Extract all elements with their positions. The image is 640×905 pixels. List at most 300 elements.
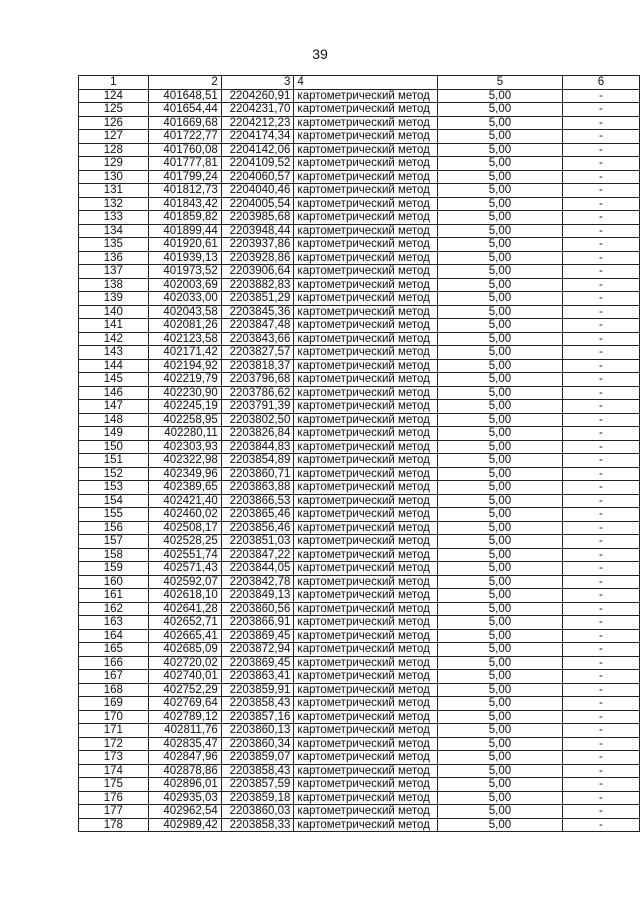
cell-x-coordinate: 401669,68 xyxy=(148,116,221,130)
cell-accuracy: 5,00 xyxy=(438,103,563,117)
table-row xyxy=(79,143,640,157)
cell-method: картометрический метод xyxy=(294,697,438,711)
cell-y-coordinate: 2204109,52 xyxy=(221,157,294,171)
cell-point-number: 170 xyxy=(79,710,149,724)
table-row xyxy=(79,751,640,765)
cell-accuracy: 5,00 xyxy=(438,251,563,265)
cell-x-coordinate: 401859,82 xyxy=(148,211,221,225)
cell-accuracy: 5,00 xyxy=(438,89,563,103)
cell-method: картометрический метод xyxy=(294,400,438,414)
cell-point-number: 124 xyxy=(79,89,149,103)
cell-x-coordinate: 402003,69 xyxy=(148,278,221,292)
cell-y-coordinate: 2203872,94 xyxy=(221,643,294,657)
cell-note: - xyxy=(562,211,639,225)
cell-note: - xyxy=(562,616,639,630)
cell-x-coordinate: 401812,73 xyxy=(148,184,221,198)
table-row xyxy=(79,305,640,319)
cell-note: - xyxy=(562,224,639,238)
cell-note: - xyxy=(562,319,639,333)
cell-method: картометрический метод xyxy=(294,778,438,792)
cell-note: - xyxy=(562,656,639,670)
cell-accuracy: 5,00 xyxy=(438,602,563,616)
cell-x-coordinate: 402878,86 xyxy=(148,764,221,778)
header-col-2: 2 xyxy=(148,76,221,90)
cell-y-coordinate: 2203826,84 xyxy=(221,427,294,441)
table-row xyxy=(79,805,640,819)
cell-accuracy: 5,00 xyxy=(438,535,563,549)
cell-point-number: 133 xyxy=(79,211,149,225)
cell-point-number: 163 xyxy=(79,616,149,630)
table-row xyxy=(79,575,640,589)
cell-x-coordinate: 402043,58 xyxy=(148,305,221,319)
cell-accuracy: 5,00 xyxy=(438,238,563,252)
cell-y-coordinate: 2204142,06 xyxy=(221,143,294,157)
cell-method: картометрический метод xyxy=(294,238,438,252)
cell-y-coordinate: 2203863,88 xyxy=(221,481,294,495)
cell-method: картометрический метод xyxy=(294,211,438,225)
cell-method: картометрический метод xyxy=(294,346,438,360)
cell-point-number: 165 xyxy=(79,643,149,657)
cell-accuracy: 5,00 xyxy=(438,143,563,157)
cell-y-coordinate: 2203863,41 xyxy=(221,670,294,684)
cell-method: картометрический метод xyxy=(294,224,438,238)
cell-note: - xyxy=(562,332,639,346)
table-row xyxy=(79,440,640,454)
cell-x-coordinate: 402322,98 xyxy=(148,454,221,468)
cell-x-coordinate: 402652,71 xyxy=(148,616,221,630)
table-row xyxy=(79,89,640,103)
header-col-3: 3 xyxy=(221,76,294,90)
table-row xyxy=(79,521,640,535)
table-row xyxy=(79,643,640,657)
table-row xyxy=(79,238,640,252)
cell-x-coordinate: 402571,43 xyxy=(148,562,221,576)
cell-accuracy: 5,00 xyxy=(438,670,563,684)
cell-note: - xyxy=(562,197,639,211)
table-row xyxy=(79,319,640,333)
cell-accuracy: 5,00 xyxy=(438,737,563,751)
cell-method: картометрический метод xyxy=(294,548,438,562)
cell-point-number: 137 xyxy=(79,265,149,279)
cell-accuracy: 5,00 xyxy=(438,589,563,603)
cell-x-coordinate: 402194,92 xyxy=(148,359,221,373)
cell-x-coordinate: 402033,00 xyxy=(148,292,221,306)
cell-method: картометрический метод xyxy=(294,386,438,400)
cell-method: картометрический метод xyxy=(294,184,438,198)
cell-point-number: 134 xyxy=(79,224,149,238)
cell-accuracy: 5,00 xyxy=(438,697,563,711)
header-col-5: 5 xyxy=(438,76,563,90)
cell-accuracy: 5,00 xyxy=(438,265,563,279)
cell-y-coordinate: 2203851,29 xyxy=(221,292,294,306)
cell-method: картометрический метод xyxy=(294,103,438,117)
cell-method: картометрический метод xyxy=(294,143,438,157)
cell-y-coordinate: 2203818,37 xyxy=(221,359,294,373)
table-row xyxy=(79,346,640,360)
cell-y-coordinate: 2203849,13 xyxy=(221,589,294,603)
cell-point-number: 158 xyxy=(79,548,149,562)
cell-method: картометрический метод xyxy=(294,440,438,454)
cell-y-coordinate: 2203857,59 xyxy=(221,778,294,792)
cell-y-coordinate: 2203859,91 xyxy=(221,683,294,697)
cell-note: - xyxy=(562,116,639,130)
cell-note: - xyxy=(562,764,639,778)
cell-method: картометрический метод xyxy=(294,373,438,387)
cell-x-coordinate: 402789,12 xyxy=(148,710,221,724)
coordinates-table xyxy=(78,75,640,832)
cell-method: картометрический метод xyxy=(294,575,438,589)
cell-accuracy: 5,00 xyxy=(438,454,563,468)
cell-note: - xyxy=(562,359,639,373)
cell-accuracy: 5,00 xyxy=(438,616,563,630)
cell-method: картометрический метод xyxy=(294,683,438,697)
cell-point-number: 173 xyxy=(79,751,149,765)
cell-method: картометрический метод xyxy=(294,454,438,468)
cell-accuracy: 5,00 xyxy=(438,224,563,238)
cell-method: картометрический метод xyxy=(294,616,438,630)
table-row xyxy=(79,454,640,468)
cell-y-coordinate: 2203928,86 xyxy=(221,251,294,265)
cell-point-number: 168 xyxy=(79,683,149,697)
table-row xyxy=(79,562,640,576)
cell-accuracy: 5,00 xyxy=(438,548,563,562)
cell-x-coordinate: 402171,42 xyxy=(148,346,221,360)
cell-y-coordinate: 2203859,07 xyxy=(221,751,294,765)
cell-point-number: 129 xyxy=(79,157,149,171)
table-header xyxy=(79,76,640,90)
cell-y-coordinate: 2203948,44 xyxy=(221,224,294,238)
cell-method: картометрический метод xyxy=(294,562,438,576)
table-row xyxy=(79,589,640,603)
cell-accuracy: 5,00 xyxy=(438,305,563,319)
cell-point-number: 152 xyxy=(79,467,149,481)
table-row xyxy=(79,184,640,198)
cell-y-coordinate: 2203857,16 xyxy=(221,710,294,724)
cell-x-coordinate: 402835,47 xyxy=(148,737,221,751)
cell-point-number: 143 xyxy=(79,346,149,360)
cell-accuracy: 5,00 xyxy=(438,521,563,535)
cell-accuracy: 5,00 xyxy=(438,427,563,441)
cell-point-number: 166 xyxy=(79,656,149,670)
cell-method: картометрический метод xyxy=(294,359,438,373)
cell-note: - xyxy=(562,494,639,508)
cell-note: - xyxy=(562,643,639,657)
cell-y-coordinate: 2204260,91 xyxy=(221,89,294,103)
cell-note: - xyxy=(562,238,639,252)
cell-y-coordinate: 2203845,36 xyxy=(221,305,294,319)
cell-accuracy: 5,00 xyxy=(438,332,563,346)
cell-method: картометрический метод xyxy=(294,724,438,738)
cell-point-number: 172 xyxy=(79,737,149,751)
cell-method: картометрический метод xyxy=(294,467,438,481)
cell-point-number: 147 xyxy=(79,400,149,414)
table-row xyxy=(79,427,640,441)
table-body xyxy=(79,89,640,832)
cell-note: - xyxy=(562,170,639,184)
cell-note: - xyxy=(562,292,639,306)
table-row xyxy=(79,103,640,117)
cell-x-coordinate: 402245,19 xyxy=(148,400,221,414)
cell-note: - xyxy=(562,373,639,387)
cell-method: картометрический метод xyxy=(294,589,438,603)
cell-y-coordinate: 2203985,68 xyxy=(221,211,294,225)
cell-y-coordinate: 2203786,62 xyxy=(221,386,294,400)
table-row xyxy=(79,602,640,616)
cell-point-number: 140 xyxy=(79,305,149,319)
table-row xyxy=(79,724,640,738)
cell-x-coordinate: 402989,42 xyxy=(148,818,221,832)
cell-accuracy: 5,00 xyxy=(438,629,563,643)
cell-y-coordinate: 2203856,46 xyxy=(221,521,294,535)
table-row xyxy=(79,494,640,508)
cell-note: - xyxy=(562,103,639,117)
table-row xyxy=(79,278,640,292)
cell-accuracy: 5,00 xyxy=(438,400,563,414)
cell-method: картометрический метод xyxy=(294,265,438,279)
cell-note: - xyxy=(562,670,639,684)
cell-note: - xyxy=(562,400,639,414)
cell-note: - xyxy=(562,521,639,535)
cell-x-coordinate: 402740,01 xyxy=(148,670,221,684)
cell-point-number: 157 xyxy=(79,535,149,549)
cell-point-number: 151 xyxy=(79,454,149,468)
cell-point-number: 149 xyxy=(79,427,149,441)
cell-point-number: 175 xyxy=(79,778,149,792)
cell-y-coordinate: 2203847,48 xyxy=(221,319,294,333)
cell-accuracy: 5,00 xyxy=(438,386,563,400)
table-row xyxy=(79,251,640,265)
cell-accuracy: 5,00 xyxy=(438,683,563,697)
cell-note: - xyxy=(562,346,639,360)
cell-point-number: 139 xyxy=(79,292,149,306)
cell-y-coordinate: 2203858,43 xyxy=(221,764,294,778)
cell-x-coordinate: 401973,52 xyxy=(148,265,221,279)
cell-accuracy: 5,00 xyxy=(438,724,563,738)
cell-method: картометрический метод xyxy=(294,656,438,670)
cell-method: картометрический метод xyxy=(294,197,438,211)
cell-y-coordinate: 2204060,57 xyxy=(221,170,294,184)
cell-point-number: 132 xyxy=(79,197,149,211)
cell-note: - xyxy=(562,305,639,319)
cell-point-number: 160 xyxy=(79,575,149,589)
cell-y-coordinate: 2203859,18 xyxy=(221,791,294,805)
table-row xyxy=(79,535,640,549)
table-row xyxy=(79,211,640,225)
table-row xyxy=(79,467,640,481)
cell-x-coordinate: 402280,11 xyxy=(148,427,221,441)
cell-method: картометрический метод xyxy=(294,319,438,333)
cell-accuracy: 5,00 xyxy=(438,805,563,819)
cell-accuracy: 5,00 xyxy=(438,157,563,171)
cell-note: - xyxy=(562,278,639,292)
cell-y-coordinate: 2203796,68 xyxy=(221,373,294,387)
cell-note: - xyxy=(562,629,639,643)
cell-method: картометрический метод xyxy=(294,508,438,522)
cell-note: - xyxy=(562,481,639,495)
cell-y-coordinate: 2203860,71 xyxy=(221,467,294,481)
cell-note: - xyxy=(562,697,639,711)
cell-y-coordinate: 2204005,54 xyxy=(221,197,294,211)
cell-accuracy: 5,00 xyxy=(438,643,563,657)
cell-point-number: 135 xyxy=(79,238,149,252)
header-col-6: 6 xyxy=(562,76,639,90)
cell-x-coordinate: 402685,09 xyxy=(148,643,221,657)
cell-y-coordinate: 2204212,23 xyxy=(221,116,294,130)
table-row xyxy=(79,386,640,400)
cell-method: картометрический метод xyxy=(294,89,438,103)
cell-accuracy: 5,00 xyxy=(438,710,563,724)
cell-accuracy: 5,00 xyxy=(438,292,563,306)
page-number: 39 xyxy=(312,46,328,62)
table-row xyxy=(79,116,640,130)
cell-x-coordinate: 402618,10 xyxy=(148,589,221,603)
cell-note: - xyxy=(562,440,639,454)
cell-note: - xyxy=(562,791,639,805)
cell-y-coordinate: 2203882,83 xyxy=(221,278,294,292)
cell-note: - xyxy=(562,508,639,522)
cell-accuracy: 5,00 xyxy=(438,116,563,130)
cell-accuracy: 5,00 xyxy=(438,413,563,427)
cell-point-number: 155 xyxy=(79,508,149,522)
cell-y-coordinate: 2204174,34 xyxy=(221,130,294,144)
cell-note: - xyxy=(562,724,639,738)
cell-method: картометрический метод xyxy=(294,413,438,427)
cell-note: - xyxy=(562,413,639,427)
table-row xyxy=(79,332,640,346)
cell-point-number: 164 xyxy=(79,629,149,643)
cell-point-number: 146 xyxy=(79,386,149,400)
cell-x-coordinate: 401799,24 xyxy=(148,170,221,184)
cell-point-number: 138 xyxy=(79,278,149,292)
table-row xyxy=(79,764,640,778)
cell-method: картометрический метод xyxy=(294,305,438,319)
cell-note: - xyxy=(562,575,639,589)
cell-accuracy: 5,00 xyxy=(438,440,563,454)
cell-x-coordinate: 402641,28 xyxy=(148,602,221,616)
cell-x-coordinate: 402551,74 xyxy=(148,548,221,562)
cell-point-number: 162 xyxy=(79,602,149,616)
cell-y-coordinate: 2203851,03 xyxy=(221,535,294,549)
table-row xyxy=(79,670,640,684)
table-row xyxy=(79,818,640,832)
cell-note: - xyxy=(562,778,639,792)
cell-method: картометрический метод xyxy=(294,751,438,765)
cell-method: картометрический метод xyxy=(294,602,438,616)
cell-point-number: 125 xyxy=(79,103,149,117)
cell-accuracy: 5,00 xyxy=(438,346,563,360)
cell-x-coordinate: 402720,02 xyxy=(148,656,221,670)
cell-x-coordinate: 402389,65 xyxy=(148,481,221,495)
cell-accuracy: 5,00 xyxy=(438,319,563,333)
cell-accuracy: 5,00 xyxy=(438,764,563,778)
header-row xyxy=(79,76,640,90)
table-row xyxy=(79,548,640,562)
table-row xyxy=(79,737,640,751)
table-row xyxy=(79,157,640,171)
cell-point-number: 169 xyxy=(79,697,149,711)
cell-method: картометрический метод xyxy=(294,535,438,549)
cell-x-coordinate: 402935,03 xyxy=(148,791,221,805)
cell-y-coordinate: 2203843,66 xyxy=(221,332,294,346)
cell-y-coordinate: 2203937,86 xyxy=(221,238,294,252)
cell-x-coordinate: 402230,90 xyxy=(148,386,221,400)
cell-point-number: 171 xyxy=(79,724,149,738)
cell-y-coordinate: 2203860,56 xyxy=(221,602,294,616)
cell-note: - xyxy=(562,184,639,198)
cell-note: - xyxy=(562,562,639,576)
cell-point-number: 144 xyxy=(79,359,149,373)
table-row xyxy=(79,265,640,279)
cell-accuracy: 5,00 xyxy=(438,778,563,792)
table-row xyxy=(79,400,640,414)
cell-accuracy: 5,00 xyxy=(438,184,563,198)
cell-point-number: 161 xyxy=(79,589,149,603)
cell-method: картометрический метод xyxy=(294,764,438,778)
cell-y-coordinate: 2204040,46 xyxy=(221,184,294,198)
cell-method: картометрический метод xyxy=(294,494,438,508)
cell-y-coordinate: 2203866,91 xyxy=(221,616,294,630)
cell-method: картометрический метод xyxy=(294,818,438,832)
cell-accuracy: 5,00 xyxy=(438,197,563,211)
table-row xyxy=(79,224,640,238)
table-row xyxy=(79,683,640,697)
table-row xyxy=(79,629,640,643)
cell-y-coordinate: 2203860,03 xyxy=(221,805,294,819)
cell-accuracy: 5,00 xyxy=(438,575,563,589)
cell-y-coordinate: 2203791,39 xyxy=(221,400,294,414)
cell-note: - xyxy=(562,589,639,603)
table-row xyxy=(79,697,640,711)
cell-point-number: 154 xyxy=(79,494,149,508)
cell-method: картометрический метод xyxy=(294,710,438,724)
cell-method: картометрический метод xyxy=(294,292,438,306)
cell-accuracy: 5,00 xyxy=(438,791,563,805)
cell-note: - xyxy=(562,89,639,103)
cell-point-number: 131 xyxy=(79,184,149,198)
cell-note: - xyxy=(562,805,639,819)
cell-note: - xyxy=(562,683,639,697)
cell-note: - xyxy=(562,467,639,481)
cell-method: картометрический метод xyxy=(294,157,438,171)
cell-x-coordinate: 402123,58 xyxy=(148,332,221,346)
cell-y-coordinate: 2203865,46 xyxy=(221,508,294,522)
cell-x-coordinate: 401899,44 xyxy=(148,224,221,238)
cell-x-coordinate: 402508,17 xyxy=(148,521,221,535)
cell-x-coordinate: 402896,01 xyxy=(148,778,221,792)
header-col-1: 1 xyxy=(79,76,149,90)
cell-method: картометрический метод xyxy=(294,737,438,751)
cell-accuracy: 5,00 xyxy=(438,508,563,522)
cell-point-number: 159 xyxy=(79,562,149,576)
cell-accuracy: 5,00 xyxy=(438,170,563,184)
cell-accuracy: 5,00 xyxy=(438,373,563,387)
cell-point-number: 142 xyxy=(79,332,149,346)
cell-x-coordinate: 402811,76 xyxy=(148,724,221,738)
table-row xyxy=(79,292,640,306)
cell-x-coordinate: 402081,26 xyxy=(148,319,221,333)
header-col-4: 4 xyxy=(294,76,438,90)
cell-note: - xyxy=(562,751,639,765)
cell-y-coordinate: 2203842,78 xyxy=(221,575,294,589)
cell-y-coordinate: 2203858,43 xyxy=(221,697,294,711)
cell-method: картометрический метод xyxy=(294,481,438,495)
cell-x-coordinate: 401722,77 xyxy=(148,130,221,144)
cell-note: - xyxy=(562,818,639,832)
cell-note: - xyxy=(562,710,639,724)
cell-x-coordinate: 402303,93 xyxy=(148,440,221,454)
cell-x-coordinate: 402421,40 xyxy=(148,494,221,508)
cell-x-coordinate: 401760,08 xyxy=(148,143,221,157)
